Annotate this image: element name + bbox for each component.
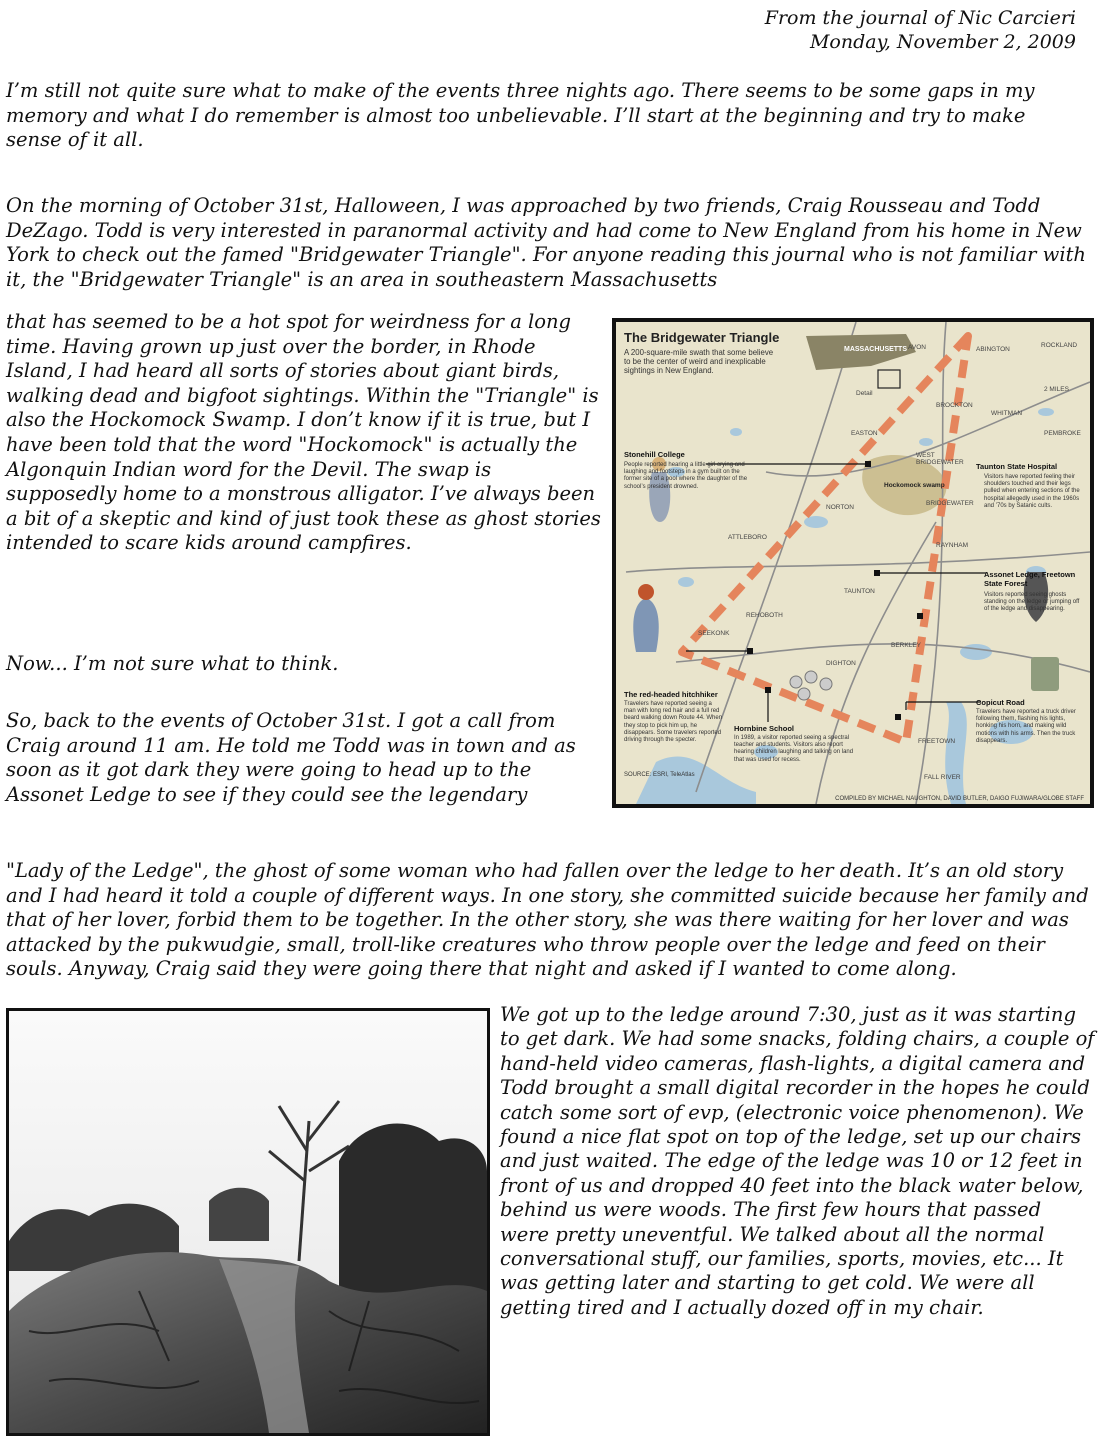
map-detail-label: Detail — [856, 390, 873, 397]
paragraph-halloween: On the morning of October 31st, Halloween, I was approached by two friends, Craig Rousseau and Todd DeZago. Todd is very interested in paranormal activity and had come to New England from his home in New York to check out the famed "Bridgewater Triangle". For anyone reading this journal who is not familiar with it, the "Bridgewater Triangle" is an area in southeastern Massachusetts — [6, 194, 1086, 291]
town-fall-river: FALL RIVER — [924, 774, 961, 781]
map-state-label: MASSACHUSETTS — [844, 346, 908, 353]
paragraph-arrival: We got up to the ledge around 7:30, just as it was starting to get dark. We had some snacks, folding chairs, a couple of hand-held video cameras, flash-lights, a digital camera and Todd brought a small digital recorder in the hopes he could catch some sort of evp, (electronic voice phenomenon). We found a nice flat spot on top of the ledge, set up our chairs and just waited. The edge of the ledge was 10 or 12 feet in front of us and dropped 40 feet into the black water below, behind us were woods. The first few hours that passed were pretty uneventful. We talked about all the normal conversational stuff, our families, sports, movies, etc... It was getting later and starting to get cold. We were all getting tired and I actually dozed off in my chair. — [500, 1003, 1095, 1319]
town-easton: EASTON — [851, 430, 878, 437]
caption-assonet-heading: Assonet Ledge, Freetown State Forest — [984, 570, 1076, 588]
journal-date: Monday, November 2, 2009 — [809, 31, 1076, 53]
journal-header — [765, 6, 1076, 54]
caption-copicut-heading: Copicut Road — [976, 698, 1025, 707]
map-title: The Bridgewater Triangle — [624, 330, 780, 345]
caption-hornbine-heading: Hornbine School — [734, 724, 794, 733]
town-brockton: BROCKTON — [936, 402, 973, 409]
caption-taunton-text: Visitors have reported feeling their shoulders touched and their legs pulled when entering sections of the hospital allegedly used in the 1960s and ’70s by Satanic cults. — [984, 474, 1080, 509]
journal-attribution: From the journal of Nic Carcieri — [764, 7, 1076, 29]
caption-taunton-heading: Taunton State Hospital — [976, 462, 1058, 471]
map-subtitle: A 200-square-mile swath that some believe to be the center of weird and inexplicable sightings in New England. — [624, 348, 774, 375]
paragraph-call: So, back to the events of October 31st. I got a call from Craig around 11 am. He told me Todd was in town and as soon as it got dark they were going to head up to the Assonet Ledge to see if they could see the legendary — [6, 709, 576, 806]
map-credit: COMPILED BY MICHAEL NAUGHTON, DAVID BUTLER, DAIGO FUJIWARA/GLOBE STAFF — [835, 796, 1084, 802]
town-rehoboth: REHOBOTH — [746, 612, 783, 619]
paragraph-lady-of-ledge: "Lady of the Ledge", the ghost of some woman who had fallen over the ledge to her death. It’s an old story and I had heard it told a couple of different ways. In one story, she committed suicide because her family and that of her lover, forbid them to be together. In the other story, she was there waiting for her lover and was attacked by the pukwudgie, small, troll-like creatures who throw people over the ledge and feed on their souls. Anyway, Craig said they were going there that night and asked if I wanted to come along. — [6, 859, 1089, 981]
caption-hitchhiker-text: Travelers have reported seeing a man with long red hair and a full red beard walking down Route 44. When they stop to pick him up, he disappears. Some travelers reported driving through the specter. — [624, 701, 723, 744]
town-avon: AVON — [908, 344, 926, 351]
paragraph-triangle: that has seemed to be a hot spot for weirdness for a long time. Having grown up just over the border, in Rhode Island, I had heard all sorts of stories about giant birds, walking dead and bigfoot sightings. Within the "Triangle" is also the Hockomock Swamp. I don’t know if it is true, but I have been told that the word "Hockomock" is actually the Algonquin Indian word for the Devil. The swap is supposedly home to a monstrous alligator. I’ve always been a bit of a skeptic and kind of just took these as ghost stories intended to scare kids around campfires. — [6, 310, 601, 555]
town-berkley: BERKLEY — [891, 642, 921, 649]
town-west-bridgewater: WEST BRIDGEWATER — [916, 452, 964, 466]
caption-copicut-text: Travelers have reported a truck driver following them, flashing his lights, honking his horn, and making wild motions with his arms. Then the truck disappears. — [976, 709, 1076, 744]
town-rockland: ROCKLAND — [1041, 342, 1078, 349]
caption-hitchhiker-heading: The red-headed hitchhiker — [624, 690, 718, 699]
town-raynham: RAYNHAM — [936, 542, 969, 549]
paragraph-now: Now... I’m not sure what to think. — [6, 652, 339, 675]
town-whitman: WHITMAN — [991, 410, 1023, 417]
bridgewater-triangle-map — [612, 318, 1094, 808]
town-pembroke: PEMBROKE — [1044, 430, 1081, 437]
caption-stonehill-text: People reported hearing a little girl crying and laughing and footsteps in a gym built on the former site of a pool where the daughter of the school’s president drowned. — [624, 462, 748, 490]
town-bridgewater: BRIDGEWATER — [926, 500, 974, 507]
caption-hornbine-text: In 1989, a visitor reported seeing a spectral teacher and students. Visitors also report hearing children laughing and talking on land that was used for recess. — [734, 735, 854, 763]
paragraph-intro: I’m still not quite sure what to make of the events three nights ago. There seems to be some gaps in my memory and what I do remember is almost too unbelievable. I’ll start at the beginning and try to make sense of it all. — [6, 79, 1035, 152]
assonet-ledge-photo — [6, 1008, 490, 1436]
town-attleboro: ATTLEBORO — [728, 534, 767, 541]
town-seekonk: SEEKONK — [698, 630, 730, 637]
ledge-photo-graphic — [9, 1011, 487, 1433]
town-norton: NORTON — [826, 504, 854, 511]
caption-assonet-text: Visitors reported seeing ghosts standing on the ledge or jumping off of the ledge and disappearing. — [984, 592, 1080, 613]
town-freetown: FREETOWN — [918, 738, 956, 745]
hockomock-swamp-label: Hockomock swamp — [884, 482, 945, 489]
caption-stonehill-heading: Stonehill College — [624, 450, 685, 459]
map-scale-label: 2 MILES — [1044, 386, 1069, 393]
town-abington: ABINGTON — [976, 346, 1010, 353]
town-dighton: DIGHTON — [826, 660, 856, 667]
town-taunton: TAUNTON — [844, 588, 875, 595]
map-source: SOURCE: ESRI, TeleAtlas — [624, 772, 695, 778]
